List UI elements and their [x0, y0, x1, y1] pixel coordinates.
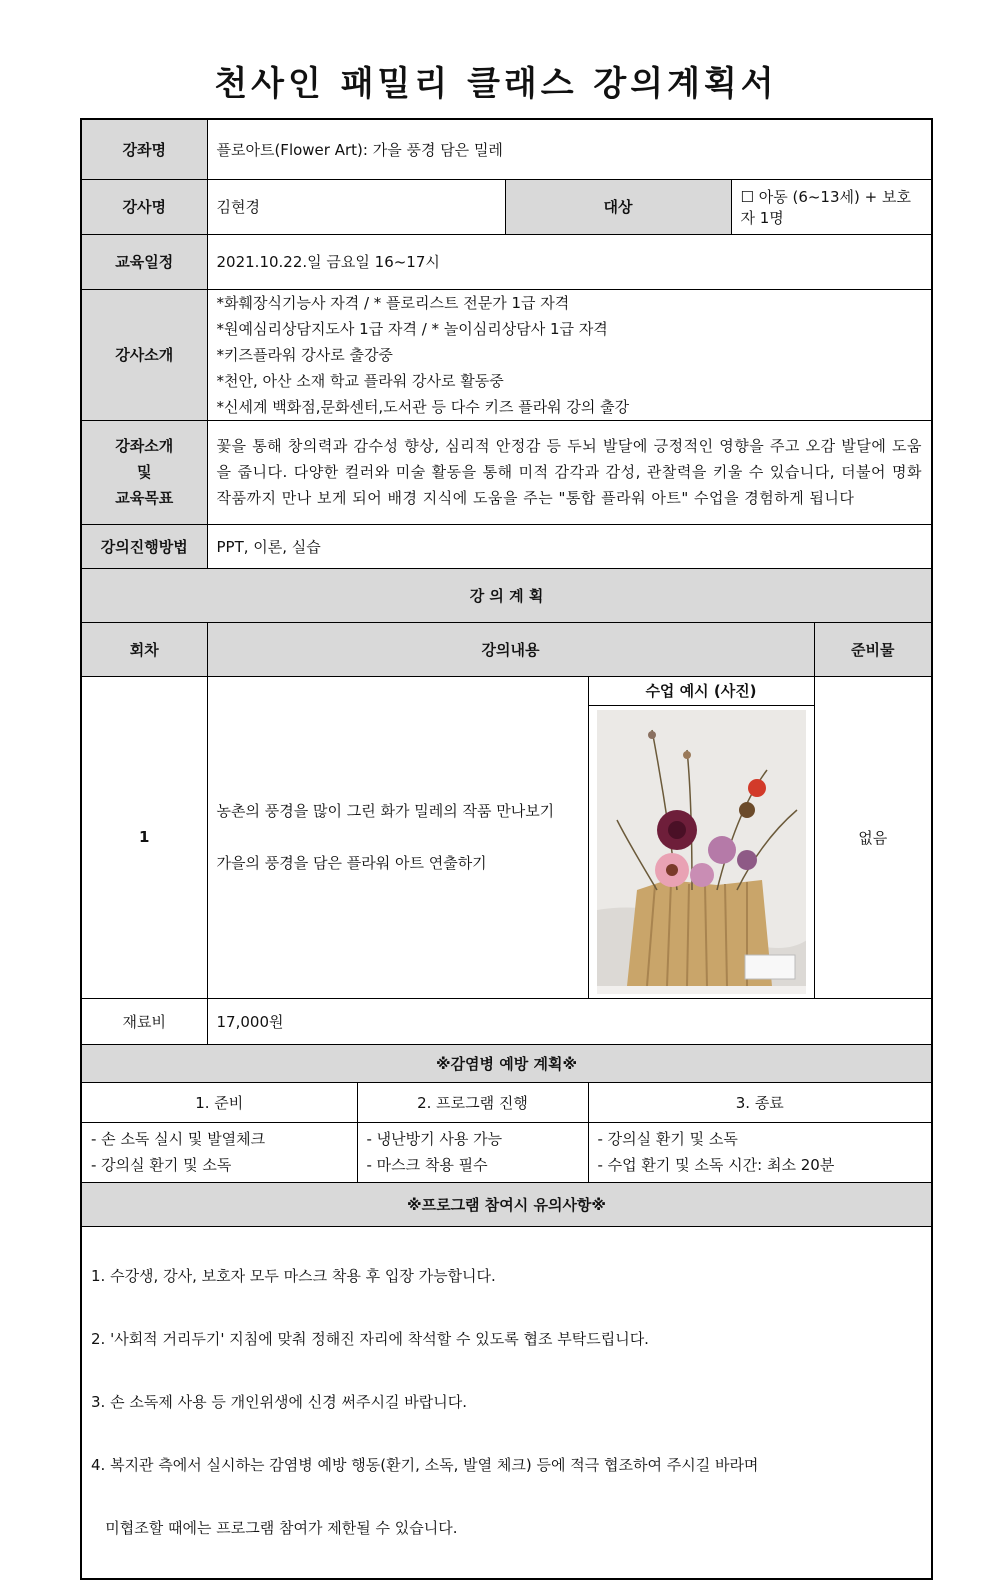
prevention-item: - 강의실 환기 및 소독: [91, 1156, 232, 1174]
instructor-label: 강사명: [81, 179, 207, 234]
bio-line: *화훼장식기능사 자격 / * 플로리스트 전문가 1급 자격: [216, 293, 570, 312]
notice-item: 4. 복지관 측에서 실시하는 감염병 예방 행동(환기, 소독, 발열 체크) 등에 적극 협조하여 주시길 바라며: [91, 1455, 759, 1474]
bio-line: *천안, 아산 소재 학교 플라워 강사로 활동중: [216, 371, 504, 390]
col-session: 회차: [81, 622, 207, 676]
session-number: 1: [81, 676, 207, 998]
goal-label-line: 강좌소개: [115, 437, 174, 455]
fee-label: 재료비: [81, 998, 207, 1044]
prevention-col-items: [81, 1122, 357, 1182]
prevention-col-title: 3. 종료: [588, 1082, 932, 1122]
method-value: PPT, 이론, 실습: [207, 524, 932, 568]
lecture-plan-table: [80, 118, 933, 1580]
prevention-header: ※감염병 예방 계획※: [81, 1044, 932, 1082]
flower-arrangement-image: [597, 710, 806, 986]
prevention-col-title: 2. 프로그램 진행: [357, 1082, 588, 1122]
flower-arrangement-photo: [597, 710, 806, 994]
col-content: 강의내용: [207, 622, 814, 676]
bio-label: 강사소개: [81, 289, 207, 420]
method-label: 강의진행방법: [81, 524, 207, 568]
prevention-col-items: [357, 1122, 588, 1182]
prevention-item: - 강의실 환기 및 소독: [597, 1130, 738, 1148]
col-materials: 준비물: [814, 622, 932, 676]
plan-content: [207, 676, 588, 998]
bio-list: [207, 289, 932, 420]
goal-label-line: 교육목표: [115, 489, 174, 507]
prevention-item: - 마스크 착용 필수: [366, 1156, 488, 1174]
bio-line: *신세계 백화점,문화센터,도서관 등 다수 키즈 플라워 강의 출강: [216, 397, 630, 416]
notice-item: 3. 손 소독제 사용 등 개인위생에 신경 써주시길 바랍니다.: [91, 1392, 468, 1411]
notice-list: [81, 1226, 932, 1579]
prevention-item: - 수업 환기 및 소독 시간: 최소 20분: [597, 1156, 835, 1174]
plan-content-line: 가을의 풍경을 담은 플라워 아트 연출하기: [216, 854, 487, 872]
plan-content-line: 농촌의 풍경을 많이 그린 화가 밀레의 작품 만나보기: [216, 802, 555, 820]
target-label: 대상: [505, 179, 731, 234]
notice-item: 미협조할 때에는 프로그램 참여가 제한될 수 있습니다.: [91, 1518, 458, 1537]
target-value: ☐ 아동 (6~13세) + 보호자 1명: [731, 179, 932, 234]
bio-line: *키즈플라워 강사로 출강중: [216, 345, 393, 364]
schedule-label: 교육일정: [81, 234, 207, 289]
plan-header: 강 의 계 획: [81, 568, 932, 622]
goal-label: [81, 420, 207, 524]
course-label: 강좌명: [81, 119, 207, 179]
photo-cell: [588, 676, 814, 998]
document-title: 천사인 패밀리 클래스 강의계획서: [214, 64, 778, 104]
notice-item: 2. '사회적 거리두기' 지침에 맞춰 정해진 자리에 착석할 수 있도록 협조 부탁드립니다.: [91, 1329, 649, 1348]
bio-line: *원예심리상담지도사 1급 자격 / * 놀이심리상담사 1급 자격: [216, 319, 608, 338]
prevention-col-items: [588, 1122, 932, 1182]
goal-label-line: 및: [137, 463, 152, 481]
photo-caption: 수업 예시 (사진): [589, 677, 814, 706]
materials-value: 없음: [814, 676, 932, 998]
fee-value: 17,000원: [207, 998, 932, 1044]
prevention-col-title: 1. 준비: [81, 1082, 357, 1122]
notice-item: 1. 수강생, 강사, 보호자 모두 마스크 착용 후 입장 가능합니다.: [91, 1266, 496, 1285]
prevention-item: - 손 소독 실시 및 발열체크: [91, 1130, 266, 1148]
schedule-value: 2021.10.22.일 금요일 16~17시: [207, 234, 932, 289]
notice-header: ※프로그램 참여시 유의사항※: [81, 1182, 932, 1226]
goal-text: 꽃을 통해 창의력과 감수성 향상, 심리적 안정감 등 두뇌 발달에 긍정적인 영향을 주고 오감 발달에 도움을 줍니다. 다양한 컬러와 미술 활동을 통해 미적 감각과 감성, 관찰력을 키울 수 있습니다, 더불어 명화 작품까지 만나 보게 되어 배경 지식에 도움을 주는 "통합 플라워 아트" 수업을 경험하게 됩니다: [207, 420, 932, 524]
instructor-value: 김현경: [207, 179, 505, 234]
course-value: 플로아트(Flower Art): 가을 풍경 담은 밀레: [207, 119, 932, 179]
prevention-item: - 냉난방기 사용 가능: [366, 1130, 503, 1148]
